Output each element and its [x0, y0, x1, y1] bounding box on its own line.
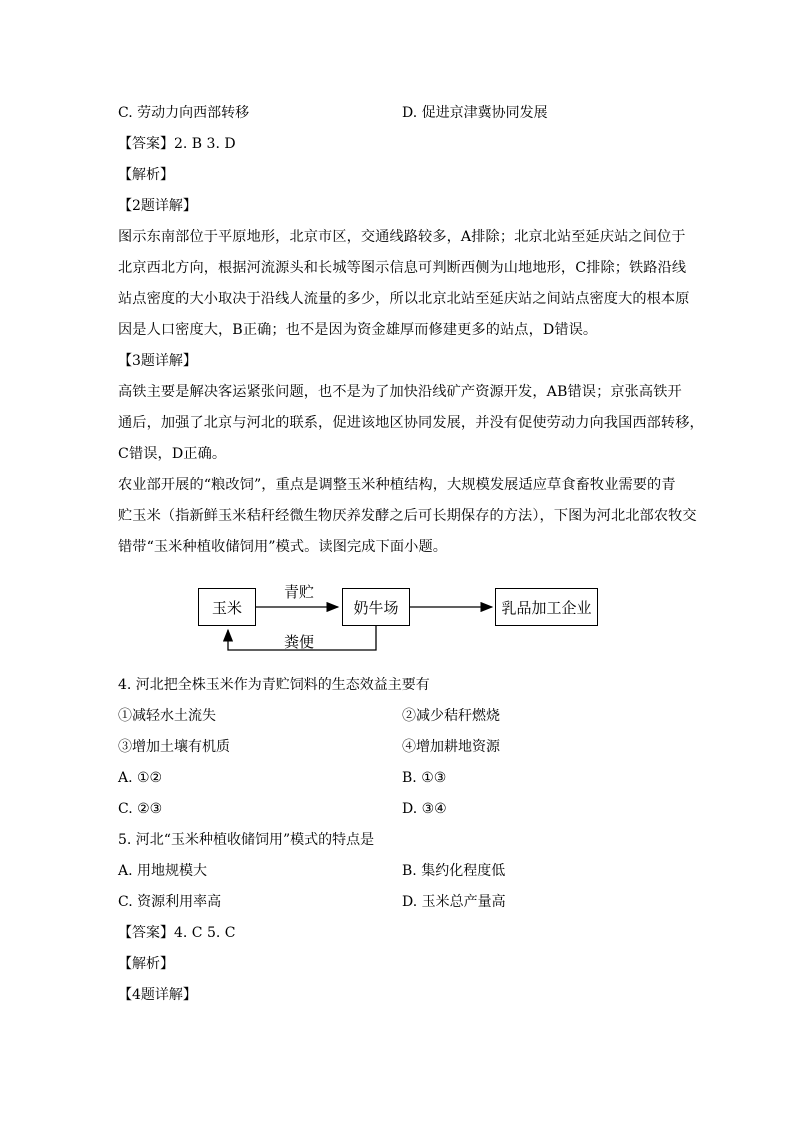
answer-2-3: 【答案】2. B 3. D	[118, 136, 236, 152]
q4-option-d: D. ③④	[402, 801, 447, 817]
option-c: C. 劳动力向西部转移	[118, 105, 250, 121]
detail-2-line: 因是人口密度大，B正确；也不是因为资金雄厚而修建更多的站点，D错误。	[118, 322, 598, 338]
edge-label-silage: 青贮	[284, 583, 315, 601]
edge-label-manure: 粪便	[284, 633, 315, 651]
q5-option-a: A. 用地规模大	[118, 863, 208, 879]
detail-3-title: 【3题详解】	[118, 353, 197, 369]
q5-option-c: C. 资源利用率高	[118, 894, 222, 910]
q5-option-d: D. 玉米总产量高	[402, 894, 506, 910]
detail-3-line: 通后，加强了北京与河北的联系，促进该地区协同发展，并没有促使劳动力向我国西部转移，	[118, 415, 704, 431]
intro-line: 农业部开展的“粮改饲”，重点是调整玉米种植结构，大规模发展适应草食畜牧业需要的青	[118, 477, 676, 493]
q4-stem: 4. 河北把全株玉米作为青贮饲料的生态效益主要有	[118, 677, 430, 693]
node-factory	[495, 588, 598, 626]
node-corn	[198, 588, 256, 626]
q4-option-a: A. ①②	[118, 770, 163, 786]
intro-line: 错带“玉米种植收储饲用”模式。读图完成下面小题。	[118, 539, 448, 555]
detail-2-line: 北京西北方向，根据河流源头和长城等图示信息可判断西侧为山地地形，C排除；铁路沿线	[118, 260, 687, 276]
detail-3-line: C错误，D正确。	[118, 446, 227, 462]
q5-stem: 5. 河北“玉米种植收储饲用”模式的特点是	[118, 832, 375, 848]
detail-2-line: 图示东南部位于平原地形，北京市区，交通线路较多，A排除；北京北站至延庆站之间位于	[118, 229, 686, 245]
q4-item-4: ④增加耕地资源	[402, 739, 500, 755]
q4-option-b: B. ①③	[402, 770, 447, 786]
node-factory-label: 乳品加工企业	[501, 598, 592, 617]
detail-2-line: 站点密度的大小取决于沿线人流量的多少，所以北京北站至延庆站之间站点密度大的根本原	[118, 291, 690, 307]
intro-line: 贮玉米（指新鲜玉米秸秆经微生物厌养发酵之后可长期保存的方法），下图为河北北部农牧交	[118, 508, 697, 524]
detail-4-title: 【4题详解】	[118, 987, 197, 1003]
node-dairy-label: 奶牛场	[353, 598, 399, 617]
answer-4-5: 【答案】4. C 5. C	[118, 925, 236, 941]
node-corn-label: 玉米	[211, 598, 242, 617]
q4-item-3: ③增加土壤有机质	[118, 739, 230, 755]
detail-2-title: 【2题详解】	[118, 198, 197, 214]
node-dairy	[342, 588, 410, 626]
q4-item-1: ①减轻水土流失	[118, 708, 216, 724]
analysis-label-2: 【解析】	[118, 956, 174, 972]
q5-option-b: B. 集约化程度低	[402, 863, 506, 879]
q4-option-c: C. ②③	[118, 801, 163, 817]
q4-item-2: ②减少秸秆燃烧	[402, 708, 500, 724]
flow-diagram	[190, 578, 610, 658]
option-d: D. 促进京津冀协同发展	[402, 105, 548, 121]
analysis-label: 【解析】	[118, 167, 174, 183]
detail-3-line: 高铁主要是解决客运紧张问题，也不是为了加快沿线矿产资源开发，AB错误；京张高铁开	[118, 384, 682, 400]
